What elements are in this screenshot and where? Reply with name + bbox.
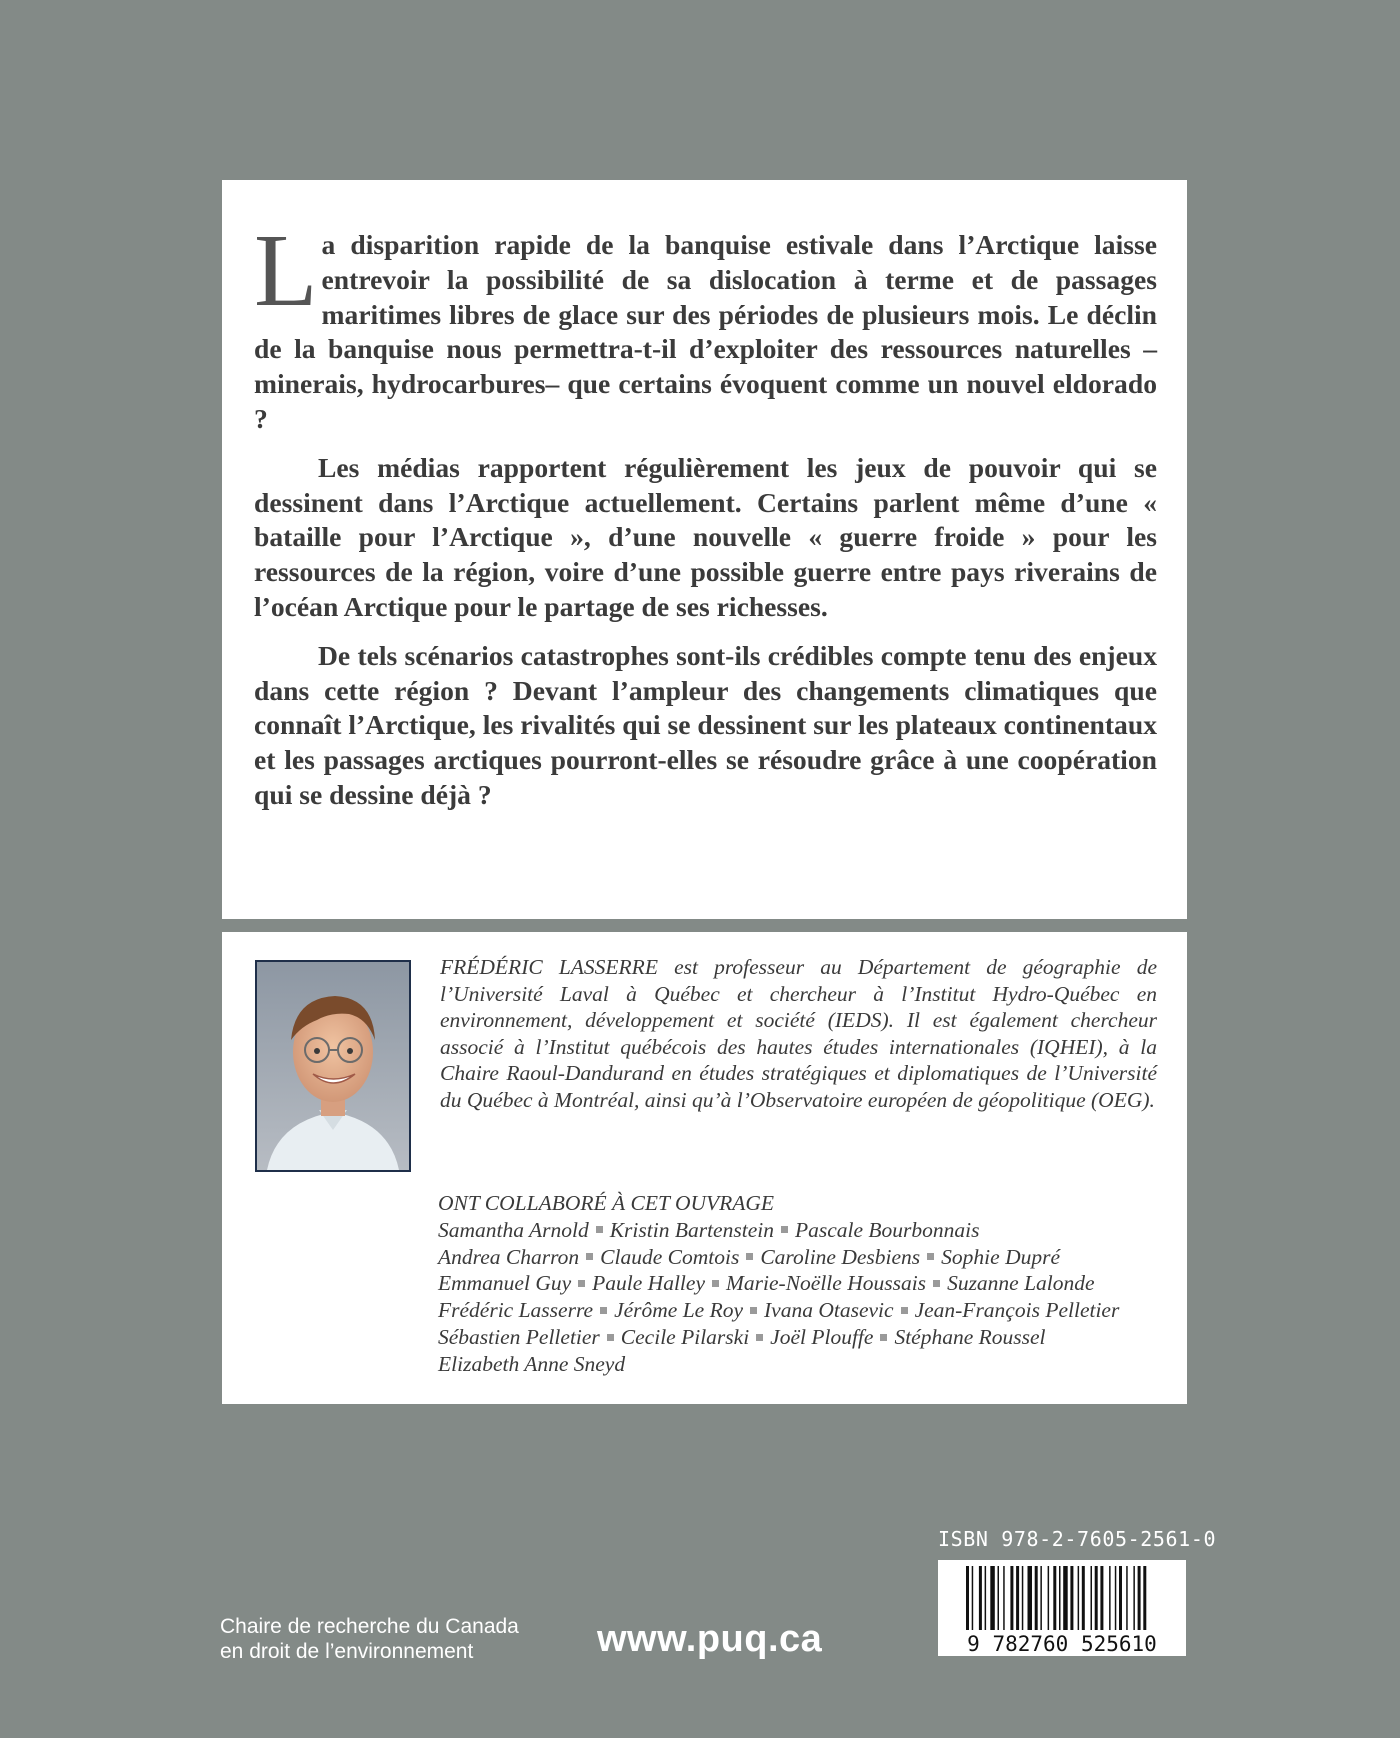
ean13-barcode-icon: [938, 1560, 1186, 1656]
isbn-label: ISBN 978-2-7605-2561-0: [938, 1527, 1217, 1551]
contributor-name: Elizabeth Anne Sneyd: [438, 1351, 626, 1376]
barcode-bar: [972, 1566, 974, 1630]
barcode-bar: [1082, 1566, 1085, 1630]
separator-square-icon: [578, 1280, 585, 1287]
barcode-digits: 9 782760 525610: [967, 1632, 1157, 1656]
contributor-name: Sébastien Pelletier: [438, 1324, 600, 1349]
contributor-name: Kristin Bartenstein: [609, 1217, 774, 1242]
research-chair: [220, 1614, 519, 1664]
barcode-bar: [1040, 1566, 1042, 1630]
barcode-bar: [1126, 1566, 1128, 1630]
contributor-name: Pascale Bourbonnais: [794, 1217, 980, 1242]
contributor-name: Stéphane Roussel: [894, 1324, 1046, 1349]
barcode-bar: [1059, 1566, 1061, 1630]
barcode-bar: [990, 1566, 995, 1630]
contributors-line: [438, 1297, 1167, 1324]
separator-square-icon: [781, 1226, 788, 1233]
contributor-name: Sophie Dupré: [941, 1244, 1060, 1269]
barcode-bar: [979, 1566, 982, 1630]
separator-square-icon: [600, 1307, 607, 1314]
contributor-name: Claude Comtois: [600, 1244, 740, 1269]
contributor-name: Suzanne Lalonde: [947, 1271, 1095, 1296]
contributor-name: Jean-François Pelletier: [914, 1298, 1120, 1323]
separator-square-icon: [586, 1253, 593, 1260]
contributor-name: Frédéric Lasserre: [438, 1298, 594, 1323]
contributors-title: ONT COLLABORÉ À CET OUVRAGE: [438, 1191, 775, 1215]
barcode-bar: [1028, 1566, 1033, 1630]
barcode-bar: [998, 1566, 1000, 1630]
summary-panel: [222, 180, 1187, 919]
barcode-bar: [1078, 1566, 1080, 1630]
barcode-bar: [1003, 1566, 1005, 1630]
author-photo: [255, 960, 411, 1172]
contributor-name: Emmanuel Guy: [438, 1271, 572, 1296]
drop-cap: L: [254, 213, 318, 328]
publisher-website[interactable]: www.puq.ca: [597, 1618, 823, 1660]
summary-paragraph-1: [254, 213, 1157, 437]
research-chair-line-2: en droit de l’environnement: [220, 1640, 474, 1663]
separator-square-icon: [756, 1334, 763, 1341]
separator-square-icon: [927, 1253, 934, 1260]
contributor-name: Andrea Charron: [438, 1244, 580, 1269]
contributor-name: Joël Plouffe: [770, 1324, 874, 1349]
barcode-bar: [1138, 1566, 1141, 1630]
barcode-bar: [1063, 1566, 1068, 1630]
separator-square-icon: [750, 1307, 757, 1314]
summary-text: [254, 213, 1157, 827]
barcode-bar: [966, 1566, 969, 1630]
barcode-bar: [1091, 1566, 1093, 1630]
barcode-bar: [1119, 1566, 1122, 1630]
contributors-line: [438, 1217, 1167, 1244]
summary-paragraph-2: Les médias rapportent régulièrement les jeux de pouvoir qui se dessinent dans l’Arctique actuellement. Certains parlent même d’une « bataille pour l’Arctique », d’une nouvelle « guerre froide » pour les ressources de la région, voire d’une possible guerre entre pays riverains de l’océan Arctique pour le partage de ses richesses.: [254, 451, 1157, 622]
contributors-block: [438, 1190, 1167, 1378]
contributor-name: Marie-Noëlle Houssais: [726, 1271, 927, 1296]
separator-square-icon: [880, 1334, 887, 1341]
contributors-line: [438, 1244, 1167, 1271]
summary-paragraph-1-text: a disparition rapide de la banquise estivale dans l’Arctique laisse entrevoir la possibilité de sa dislocation à terme et de passages maritimes libres de glace sur des périodes de plusieurs mois. Le déclin de la banquise nous permettra-t-il d’exploiter des ressources naturelles –minerais, hydrocarbures– que certains évoquent comme un nouvel eldorado ?: [254, 229, 1157, 434]
contributors-line: [438, 1270, 1167, 1297]
barcode-bar: [1010, 1566, 1013, 1630]
author-bio-text: FRÉDÉRIC LASSERRE est professeur au Département de géographie de l’Université Laval à Québec et chercheur à l’Institut Hydro-Québec en environnement, développement et société (IEDS). Il est également chercheur associé à l’Institut québécois des hautes études internationales (IQHEI), à la Chaire Raoul-Dandurand en études stratégiques et diplomatiques de l’Université du Québec à Montréal, ainsi qu’à l’Observatoire européen de géopolitique (OEG).: [440, 955, 1157, 1112]
contributors-list: [438, 1217, 1167, 1378]
barcode-bar: [1070, 1566, 1073, 1630]
research-chair-line-1: Chaire de recherche du Canada: [220, 1615, 519, 1638]
contributor-name: Samantha Arnold: [438, 1217, 589, 1242]
contributor-name: Paule Halley: [592, 1271, 705, 1296]
separator-square-icon: [901, 1307, 908, 1314]
separator-square-icon: [596, 1226, 603, 1233]
barcode-bar: [985, 1566, 987, 1630]
contributor-name: Jérôme Le Roy: [614, 1298, 744, 1323]
summary-paragraph-3: De tels scénarios catastrophes sont-ils crédibles compte tenu des enjeux dans cette région ? Devant l’ampleur des changements climatiques que connaît l’Arctique, les rivalités qui se dessinent sur les plateaux continentaux et les passages arctiques pourront-elles se résoudre grâce à une coopération qui se dessine déjà ?: [254, 639, 1157, 810]
separator-square-icon: [712, 1280, 719, 1287]
barcode-bar: [1100, 1566, 1103, 1630]
barcode: [938, 1560, 1186, 1656]
contributors-line: [438, 1324, 1167, 1351]
separator-square-icon: [933, 1280, 940, 1287]
barcode-bar: [1109, 1566, 1111, 1630]
barcode-bar: [1143, 1566, 1146, 1630]
contributors-line: [438, 1351, 1167, 1378]
contributor-name: Cecile Pilarski: [620, 1324, 750, 1349]
contributor-name: Ivana Otasevic: [764, 1298, 894, 1323]
barcode-bar: [1095, 1566, 1098, 1630]
author-bio: [440, 954, 1157, 1114]
barcode-bar: [1115, 1566, 1117, 1630]
bio-panel: [222, 932, 1187, 1404]
barcode-bar: [1053, 1566, 1056, 1630]
separator-square-icon: [607, 1334, 614, 1341]
contributor-name: Caroline Desbiens: [760, 1244, 921, 1269]
author-portrait-icon: [257, 962, 409, 1170]
barcode-bar: [1016, 1566, 1019, 1630]
separator-square-icon: [746, 1253, 753, 1260]
barcode-bar: [1133, 1566, 1135, 1630]
barcode-bar: [1035, 1566, 1038, 1630]
barcode-bar: [1048, 1566, 1050, 1630]
barcode-bar: [1022, 1566, 1024, 1630]
